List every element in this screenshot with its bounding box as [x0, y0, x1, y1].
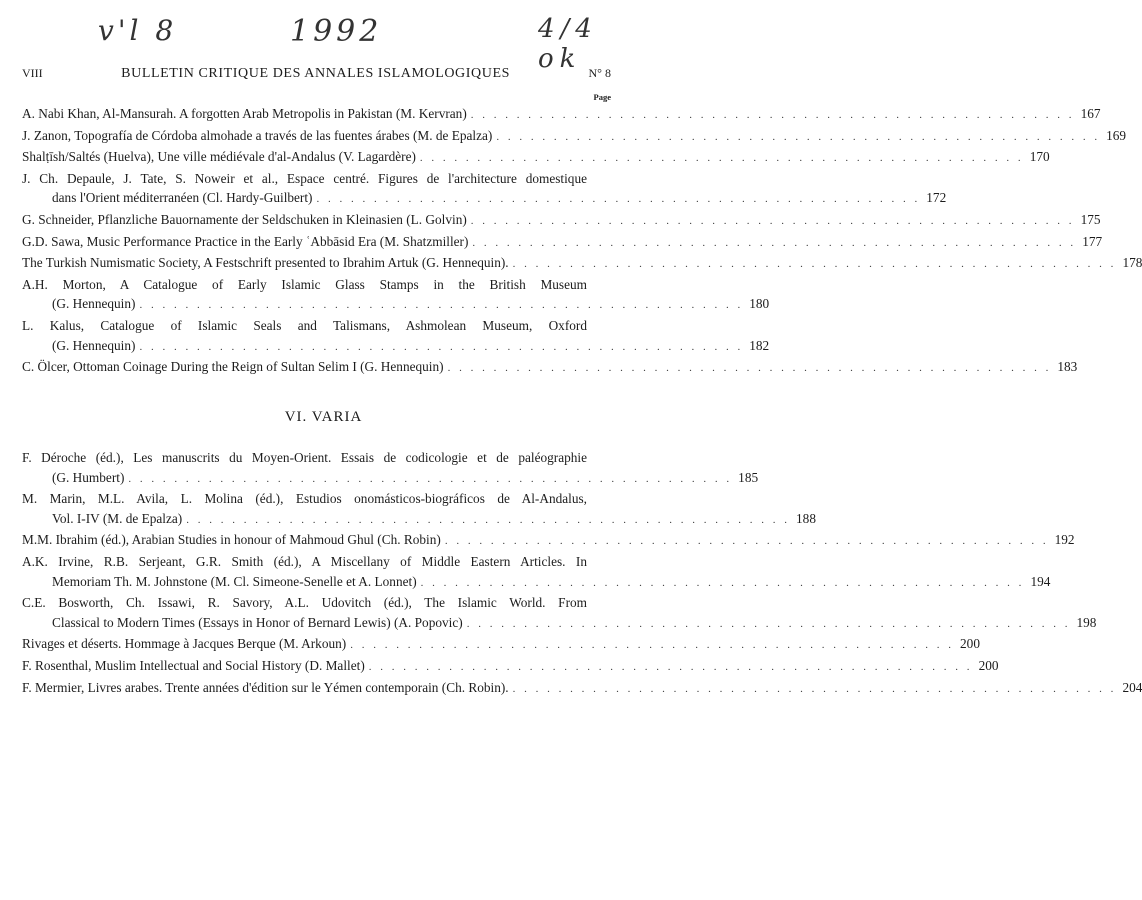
dot-leader — [416, 149, 1028, 169]
toc-entry — [22, 593, 1097, 634]
entry-text: F. Déroche (éd.), Les manuscrits du Moyen-Orient. Essais de codicologie et de paléographie — [22, 450, 587, 465]
entry-page-number: 200 — [960, 636, 980, 652]
entry-text: Shalṭīsh/Saltés (Huelva), Une ville médiévale d'al-Andalus (V. Lagardère) — [22, 149, 416, 165]
handwritten-year-note: 1992 — [290, 14, 383, 49]
handwritten-check-note: 4/4 ok — [538, 14, 598, 74]
toc-entry — [22, 210, 1101, 232]
dot-leader — [135, 338, 747, 358]
page-column-label: Page — [593, 92, 611, 102]
page-number-roman: VIII — [22, 66, 43, 80]
entry-text: G. Schneider, Pflanzliche Bauornamente der Seldschuken in Kleinasien (L. Golvin) — [22, 211, 467, 227]
entry-page-number: 167 — [1080, 106, 1101, 121]
entry-page-number: 185 — [738, 469, 759, 485]
entry-text: (G. Humbert) — [52, 469, 125, 485]
entry-page-number: 198 — [1076, 614, 1097, 630]
toc-entry — [22, 656, 999, 678]
toc-entry — [22, 530, 1075, 552]
dot-leader — [444, 359, 1056, 379]
entry-text: A. Nabi Khan, Al-Mansurah. A forgotten Arab Metropolis in Pakistan (M. Kervran) — [22, 106, 467, 121]
entry-text: J. Zanon, Topografía de Córdoba almohade a través de las fuentes árabes (M. de Epalza) — [22, 127, 493, 143]
dot-leader — [509, 255, 1121, 275]
dot-leader — [509, 680, 1121, 700]
entry-text: Classical to Modern Times (Essays in Honor of Bernard Lewis) (A. Popovic) — [52, 614, 463, 630]
entry-page-number: 177 — [1082, 233, 1103, 249]
toc-entry — [22, 634, 980, 656]
toc-entry — [22, 253, 1142, 275]
dot-leader — [467, 106, 1079, 126]
handwritten-volume-note: v'l 8 — [98, 14, 178, 47]
entry-page-number: 170 — [1029, 149, 1050, 165]
dot-leader — [417, 574, 1029, 594]
reviews-list-varia — [22, 448, 1142, 699]
entry-page-number: 194 — [1030, 573, 1051, 589]
entry-text: C.E. Bosworth, Ch. Issawi, R. Savory, A.L. Udovitch (éd.), The Islamic World. From — [22, 595, 587, 611]
entry-text: Vol. I-IV (M. de Epalza) — [52, 510, 183, 526]
toc-entry — [22, 357, 1078, 379]
entry-text: J. Ch. Depaule, J. Tate, S. Noweir et al., Espace centré. Figures de l'architecture domestique — [22, 170, 587, 186]
dot-leader — [182, 511, 794, 531]
toc-entry — [22, 678, 1142, 700]
dot-leader — [441, 532, 1053, 552]
entry-page-number: 188 — [796, 510, 816, 526]
entry-text: C. Ölcer, Ottoman Coinage During the Reign of Sultan Selim I (G. Hennequin) — [22, 359, 444, 375]
entry-page-number: 180 — [749, 296, 770, 312]
dot-leader — [365, 658, 977, 678]
entry-text: F. Mermier, Livres arabes. Trente années d'édition sur le Yémen contemporain (Ch. Robin). — [22, 679, 509, 695]
entry-text: The Turkish Numismatic Society, A Festschrift presented to Ibrahim Artuk (G. Hennequin). — [22, 255, 509, 271]
dot-leader — [124, 470, 736, 490]
toc-entry — [22, 448, 759, 489]
section-heading-varia: VI. VARIA — [284, 409, 363, 425]
entry-text: L. Kalus, Catalogue of Islamic Seals and Talismans, Ashmolean Museum, Oxford — [22, 317, 587, 333]
toc-entry — [22, 104, 1101, 126]
toc-entry — [22, 232, 1103, 254]
entry-text: M.M. Ibrahim (éd.), Arabian Studies in honour of Mahmoud Ghul (Ch. Robin) — [22, 532, 441, 548]
entry-text: dans l'Orient méditerranéen (Cl. Hardy-Guilbert) — [52, 190, 313, 206]
toc-entry — [22, 552, 1051, 593]
issue-number: N° 8 — [588, 66, 611, 80]
dot-leader — [467, 212, 1079, 232]
dot-leader — [346, 636, 958, 656]
entry-text: Memoriam Th. M. Johnstone (M. Cl. Simeone-Senelle et A. Lonnet) — [52, 573, 417, 589]
journal-title: BULLETIN CRITIQUE DES ANNALES ISLAMOLOGIQUES — [121, 66, 510, 81]
entry-page-number: 192 — [1054, 532, 1075, 548]
entry-page-number: 200 — [978, 657, 999, 673]
toc-entry — [22, 126, 1127, 148]
entry-text: Rivages et déserts. Hommage à Jacques Berque (M. Arkoun) — [22, 636, 347, 652]
toc-entry — [22, 316, 770, 357]
entry-text: (G. Hennequin) — [52, 337, 136, 353]
entry-text: M. Marin, M.L. Avila, L. Molina (éd.), Estudios onomásticos-biográficos de Al-Andalus, — [22, 491, 587, 507]
entry-page-number: 204 — [1122, 679, 1142, 695]
toc-entry — [22, 275, 770, 316]
entry-text: G.D. Sawa, Music Performance Practice in the Early ʿAbbāsid Era (M. Shatzmiller) — [22, 233, 469, 249]
running-header — [22, 66, 611, 82]
dot-leader — [312, 190, 924, 210]
reviews-list-section-v — [22, 104, 1142, 379]
dot-leader — [492, 128, 1104, 148]
entry-text: A.H. Morton, A Catalogue of Early Islamic Glass Stamps in the British Museum — [22, 276, 587, 292]
entry-text: A.K. Irvine, R.B. Serjeant, G.R. Smith (éd.), A Miscellany of Middle Eastern Articles. In — [22, 553, 587, 569]
toc-entry — [22, 489, 816, 530]
entry-text: F. Rosenthal, Muslim Intellectual and Social History (D. Mallet) — [22, 657, 365, 673]
entry-page-number: 172 — [926, 190, 947, 206]
entry-page-number: 182 — [749, 337, 770, 353]
dot-leader — [135, 296, 747, 316]
dot-leader — [468, 234, 1080, 254]
entry-page-number: 178 — [1122, 255, 1142, 271]
entry-page-number: 169 — [1106, 127, 1127, 143]
toc-entry — [22, 169, 947, 210]
entry-text: (G. Hennequin) — [52, 296, 136, 312]
entry-page-number: 183 — [1057, 359, 1078, 375]
toc-entry — [22, 147, 1050, 169]
dot-leader — [463, 615, 1075, 635]
entry-page-number: 175 — [1080, 211, 1101, 227]
